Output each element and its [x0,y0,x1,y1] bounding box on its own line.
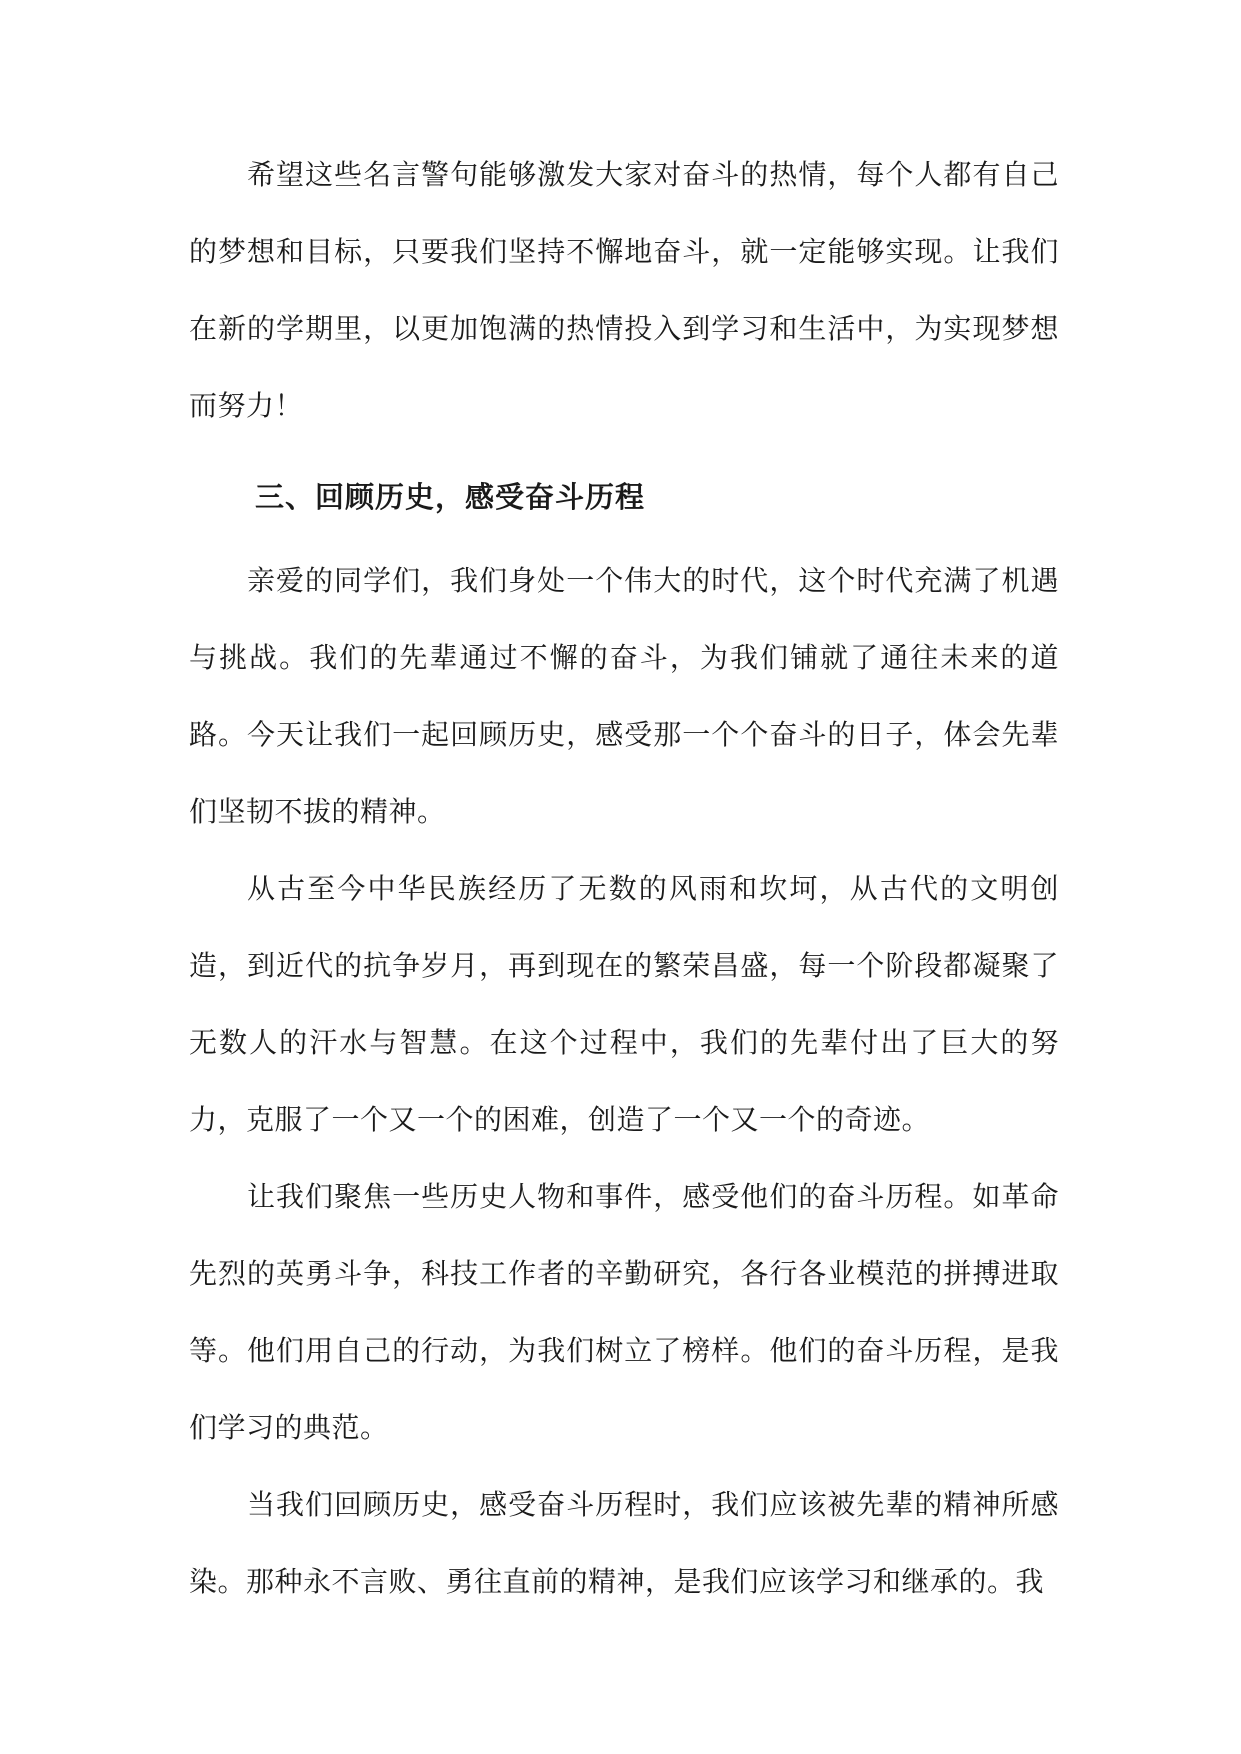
body-paragraph-2: 从古至今中华民族经历了无数的风雨和坎坷，从古代的文明创造，到近代的抗争岁月，再到现在的繁荣昌盛，每一个阶段都凝聚了无数人的汗水与智慧。在这个过程中，我们的先辈付出了巨大的努力，克服了一个又一个的困难，创造了一个又一个的奇迹。 [189,872,1059,1136]
document-body [189,136,1059,1620]
section-heading: 三、回顾历史，感受奋斗历程 [255,480,646,514]
body-paragraph-3: 让我们聚焦一些历史人物和事件，感受他们的奋斗历程。如革命先烈的英勇斗争，科技工作者的辛勤研究，各行各业模范的拼搏进取等。他们用自己的行动，为我们树立了榜样。他们的奋斗历程，是我们学习的典范。 [189,1180,1059,1444]
body-paragraph-1: 亲爱的同学们，我们身处一个伟大的时代，这个时代充满了机遇与挑战。我们的先辈通过不懈的奋斗，为我们铺就了通往未来的道路。今天让我们一起回顾历史，感受那一个个奋斗的日子，体会先辈们坚韧不拔的精神。 [189,564,1059,828]
intro-paragraph: 希望这些名言警句能够激发大家对奋斗的热情，每个人都有自己的梦想和目标，只要我们坚持不懈地奋斗，就一定能够实现。让我们在新的学期里，以更加饱满的热情投入到学习和生活中，为实现梦想而努力！ [189,158,1059,422]
body-paragraph-4: 当我们回顾历史，感受奋斗历程时，我们应该被先辈的精神所感染。那种永不言败、勇往直前的精神，是我们应该学习和继承的。我 [189,1488,1059,1598]
